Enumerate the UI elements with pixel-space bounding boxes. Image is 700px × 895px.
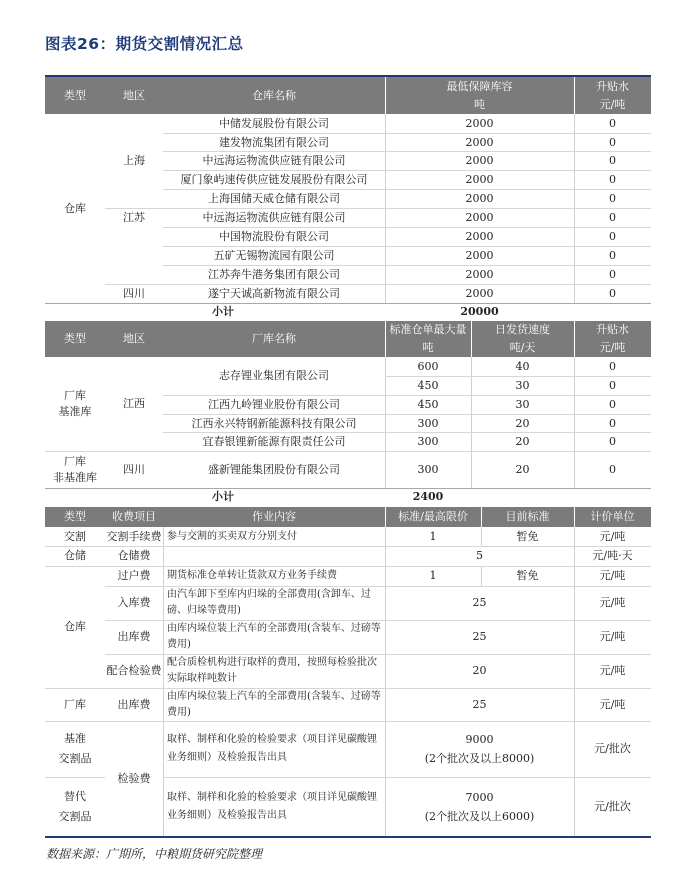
s3-chuku-value: 25 [472,630,487,643]
s1-row-10-name: 遂宁天诚高新物流有限公司 [208,286,340,300]
bottom-rule [45,836,651,838]
s1-header-sub-unit: 元/吨 [599,98,626,111]
s3-guohu-cur: 暂免 [516,569,539,582]
s2-category-2 [45,451,105,488]
data-source-note: 数据来源：广期所，中粮期货研究院整理 [46,847,263,861]
s1-row-7-cap: 2000 [465,229,494,243]
s3-header-unit: 计价单位 [590,510,635,523]
s3-changku-value: 25 [472,697,487,711]
s2-row-4-sub: 0 [609,416,616,430]
s2-header-sub: 升贴水 [596,323,629,336]
s3-jizhun-unit: 元/批次 [594,742,631,755]
s3-cangchu-item: 仓储费 [117,549,151,562]
s3-changku-type: 厂库 [64,697,86,711]
s3-header-std: 标准/最高限价 [398,510,468,523]
s2-region-sichuan: 四川 [123,462,145,476]
s2-category-1-b: 基准库 [58,405,92,418]
s1-row-10-cap: 2000 [465,286,494,300]
s3-tidai-value-1: 7000 [465,791,494,804]
s1-header-type: 类型 [64,88,86,102]
s1-row-4-name: 厦门象屿速传供应链发展股份有限公司 [180,172,368,186]
s3-chuku-unit: 元/吨 [599,630,626,643]
s3-ruku-content: 由汽车卸下至库内归垛的全部费用(含卸车、过磅、归垛等费用) [167,589,371,616]
s3-jianyan-item: 检验费 [117,771,151,785]
s3-peihe-unit: 元/吨 [599,664,626,677]
s2-category-2-b: 非基准库 [53,470,97,484]
s3-tidai-type-b: 交割品 [58,810,92,823]
s3-tidai-value [385,778,574,836]
s2-row-3-max: 450 [417,397,439,411]
s2-row-6-name: 盛新锂能集团股份有限公司 [208,462,340,476]
s3-guohu-unit: 元/吨 [599,569,626,582]
s1-row-2-sub: 0 [609,135,616,149]
s2-row-6-sub: 0 [609,462,616,476]
s3-jizhun-value [385,721,574,777]
s3-jiaoge-content: 参与交割的买卖双方分别支付 [167,530,297,542]
s1-category: 仓库 [64,201,86,215]
s1-header-cap-unit: 吨 [474,98,485,111]
s1-row-5-name: 上海国储天威仓储有限公司 [208,191,340,205]
s3-peihe-content: 配合质检机构进行取样的费用，按照每检验批次实际取样吨数计 [167,657,377,684]
s3-tidai-type [45,778,105,836]
s2-header-region: 地区 [123,332,145,345]
s1-row-3-sub: 0 [609,153,616,167]
s1-row-1-name: 中储发展股份有限公司 [219,116,329,130]
s2-row-5-speed: 20 [515,434,530,448]
s3-header-cur: 目前标准 [505,510,550,523]
s3-chuku-item: 出库费 [117,630,151,643]
s3-jiaoge-std: 1 [429,529,437,543]
s3-jiaoge-cur: 暂免 [516,529,539,543]
s3-jizhun-content: 取样、制样和化验的检验要求（项目详见碳酸锂业务细则）及检验报告出具 [167,734,377,763]
s3-jizhun-type-b: 交割品 [58,752,92,765]
s2-row-6-max: 300 [417,462,439,476]
s3-cangchu-type: 仓储 [64,549,86,562]
s1-subtotal-label: 小计 [212,305,234,318]
s1-row-5-cap: 2000 [465,191,494,205]
s3-tidai-content: 取样、制样和化验的检验要求（项目详见碳酸锂业务细则）及检验报告出具 [167,792,377,821]
s2-row-5-max: 300 [417,434,439,448]
s1-row-6-cap: 2000 [465,210,494,224]
s2-row-1-sub: 0 [609,359,616,373]
s1-row-8-name: 五矿无锡物流园有限公司 [213,248,335,262]
s3-jizhun-value-2: (2个批次及以上8000) [424,752,535,765]
s1-region-shanghai: 上海 [123,154,145,167]
s2-header-name: 厂库名称 [252,332,296,345]
s2-row-5-name: 宜春银锂新能源有限责任公司 [202,434,346,448]
s3-cangchu-value: 5 [476,549,483,562]
s1-header-name: 仓库名称 [252,88,296,102]
s2-row-4-speed: 20 [515,416,530,430]
s2-header-max: 标准仓单最大量 [389,323,467,336]
s1-row-1-cap: 2000 [465,116,494,130]
s1-row-8-cap: 2000 [465,248,494,262]
s2-subtotal-value: 2400 [412,490,444,503]
s2-row-5-sub: 0 [609,434,616,448]
s2-row-1-max: 600 [417,359,439,373]
s2-category-1 [45,357,105,451]
s2-category-1-a: 厂库 [64,389,86,402]
s2-header-sub-unit: 元/吨 [599,341,626,354]
s3-ruku-item: 入库费 [117,596,151,609]
s2-row-3-sub: 0 [609,397,616,411]
s3-guohu-std: 1 [429,569,437,582]
s3-guohu-content: 期货标准仓单转让货款双方业务手续费 [167,570,337,581]
s2-header-speed-unit: 吨/天 [509,341,536,354]
s1-region-jiangsu: 江苏 [123,210,145,224]
s1-row-9-cap: 2000 [465,267,494,281]
s3-peihe-value: 20 [472,664,487,677]
s1-row-4-sub: 0 [609,172,616,186]
s1-row-2-name: 建发物流集团有限公司 [219,135,329,149]
s1-row-6-sub: 0 [609,210,616,224]
s3-jizhun-type-a: 基准 [64,732,86,745]
s1-subtotal-value: 20000 [460,305,499,318]
s3-guohu-item: 过户费 [117,569,151,582]
s1-row-9-sub: 0 [609,267,616,281]
s3-ruku-unit: 元/吨 [599,596,626,609]
s2-row-4-name: 江西永兴特钢新能源科技有限公司 [191,416,357,430]
s3-jiaoge-unit: 元/吨 [599,529,626,543]
s3-peihe-item: 配合检验费 [106,664,162,677]
s1-header-cap: 最低保障库容 [446,80,513,93]
s1-row-1-sub: 0 [609,116,616,130]
s1-region-sichuan: 四川 [123,286,145,300]
s1-row-6-name: 中远海运物流供应链有限公司 [202,210,346,224]
s2-region-jiangxi: 江西 [123,397,145,410]
page-title: 图表26：期货交割情况汇总 [45,35,244,53]
s3-cangchu-unit: 元/吨·天 [592,549,633,562]
s2-row-3-name: 江西九岭锂业股份有限公司 [208,397,340,411]
s2-header-speed: 日发货速度 [495,323,550,336]
s2-row-1-speed: 40 [515,359,530,373]
s1-row-4-cap: 2000 [465,172,494,186]
s3-jizhun-type [45,721,105,777]
s1-row-5-sub: 0 [609,191,616,205]
s3-cangku-type: 仓库 [64,620,86,633]
s1-row-2-cap: 2000 [465,135,494,149]
s2-category-2-a: 厂库 [64,454,86,468]
s3-chuku-content: 由库内垛位装上汽车的全部费用(含装车、过磅等费用) [167,623,381,650]
s1-row-10-sub: 0 [609,286,616,300]
s3-tidai-unit: 元/批次 [594,800,631,813]
s1-header-sub: 升贴水 [596,80,629,93]
s3-changku-unit: 元/吨 [599,697,626,711]
s3-changku-item: 出库费 [117,697,151,711]
s3-header-item: 收费项目 [112,510,156,523]
s3-changku-content: 由库内垛位装上汽车的全部费用(含装车、过磅等费用) [167,690,381,718]
s2-row-1-name: 志存锂业集团有限公司 [219,369,329,382]
s2-row-6-speed: 20 [515,462,530,476]
s2-row-2-sub: 0 [609,378,616,392]
s3-jiaoge-type: 交割 [64,529,86,543]
s3-header-type: 类型 [64,510,86,523]
s2-header-max-unit: 吨 [422,341,434,354]
s3-tidai-type-a: 替代 [64,790,86,803]
s3-tidai-value-2: (2个批次及以上6000) [424,810,535,823]
s1-row-3-name: 中远海运物流供应链有限公司 [202,153,346,167]
s3-header-content: 作业内容 [252,510,296,523]
s2-row-4-max: 300 [417,416,439,430]
s3-jizhun-value-1: 9000 [465,733,494,746]
s1-row-8-sub: 0 [609,248,616,262]
s1-row-7-name: 中国物流股份有限公司 [219,229,329,243]
s2-row-3-speed: 30 [515,397,530,411]
s2-subtotal-label: 小计 [212,490,234,503]
s1-row-3-cap: 2000 [465,153,494,167]
s3-ruku-value: 25 [472,596,487,609]
s2-row-2-speed: 30 [515,378,530,392]
s1-row-7-sub: 0 [609,229,616,243]
s1-header-region: 地区 [123,88,145,102]
s2-row-2-max: 450 [417,378,439,392]
s1-row-9-name: 江苏奔牛港务集团有限公司 [208,267,340,281]
s2-header-type: 类型 [64,332,86,345]
s3-jiaoge-item: 交割手续费 [106,529,162,543]
